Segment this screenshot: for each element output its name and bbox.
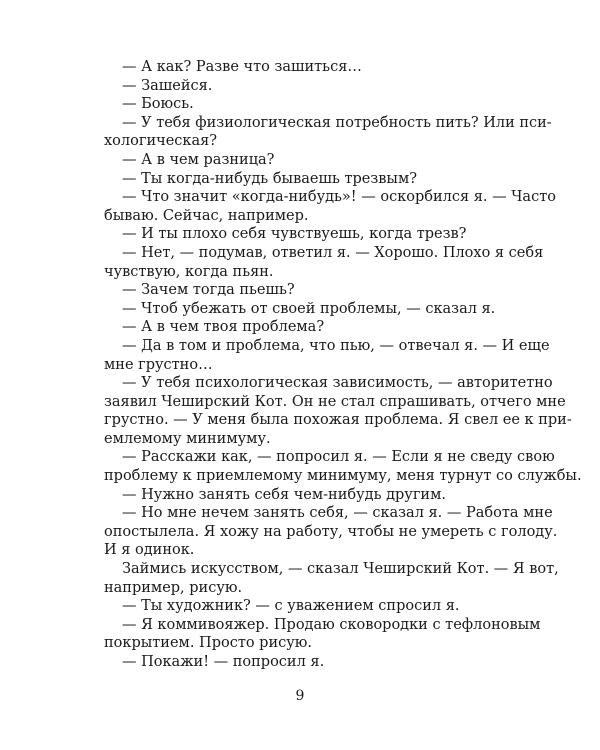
- text-line: бываю. Сейчас, например.: [104, 207, 309, 224]
- text-line: — Но мне нечем занять себя, — сказал я. — Работа мне: [122, 505, 553, 522]
- text-line: — Зашейся.: [122, 77, 213, 94]
- text-line: — У тебя психологическая зависимость, — авторитетно: [122, 375, 553, 392]
- text-line: — А в чем разница?: [122, 151, 275, 168]
- text-line: И я одинок.: [104, 542, 195, 559]
- text-line: — Боюсь.: [122, 96, 194, 113]
- text-line: — Зачем тогда пьешь?: [122, 282, 295, 299]
- text-line: покрытием. Просто рисую.: [104, 635, 313, 652]
- page-text: [104, 58, 582, 672]
- text-line: — Ты когда-нибудь бываешь трезвым?: [122, 170, 418, 187]
- text-line: мне грустно…: [104, 356, 213, 373]
- text-line: — Я коммивояжер. Продаю сковородки с тефлоновым: [122, 616, 541, 633]
- text-line: — А в чем твоя проблема?: [122, 319, 325, 336]
- text-line: — Расскажи как, — попросил я. — Если я не сведу свою: [122, 449, 555, 466]
- text-line: — Нет, — подумав, ответил я. — Хорошо. Плохо я себя: [122, 244, 544, 261]
- text-line: проблему к приемлемому минимуму, меня турнут со службы.: [104, 468, 582, 485]
- text-line: заявил Чеширский Кот. Он не стал спрашивать, отчего мне: [104, 393, 566, 410]
- text-line: Займись искусством, — сказал Чеширский Кот. — Я вот,: [122, 561, 559, 578]
- text-line: — И ты плохо себя чувствуешь, когда трезв?: [122, 226, 467, 243]
- text-line: грустно. — У меня была похожая проблема. Я свел ее к при-: [104, 412, 572, 429]
- text-line: — Нужно занять себя чем-нибудь другим.: [122, 486, 446, 503]
- text-line: — Покажи! — попросил я.: [122, 654, 325, 670]
- text-line: — Ты художник? — с уважением спросил я.: [122, 598, 460, 615]
- text-line: опостылела. Я хожу на работу, чтобы не умереть с голоду.: [104, 523, 558, 540]
- text-line: — Чтоб убежать от своей проблемы, — сказал я.: [122, 300, 496, 317]
- text-line: — У тебя физиологическая потребность пить? Или пси-: [122, 114, 552, 131]
- text-line: емлемому минимуму.: [104, 430, 271, 447]
- text-line: хологическая?: [104, 133, 218, 150]
- text-line: например, рисую.: [104, 579, 243, 596]
- page-number: 9: [295, 688, 305, 704]
- text-line: чувствую, когда пьян.: [104, 263, 274, 280]
- text-line: — А как? Разве что зашиться…: [122, 59, 362, 75]
- text-line: — Да в том и проблема, что пью, — отвечал я. — И еще: [122, 337, 550, 354]
- text-line: — Что значит «когда-нибудь»! — оскорбился я. — Часто: [122, 189, 556, 206]
